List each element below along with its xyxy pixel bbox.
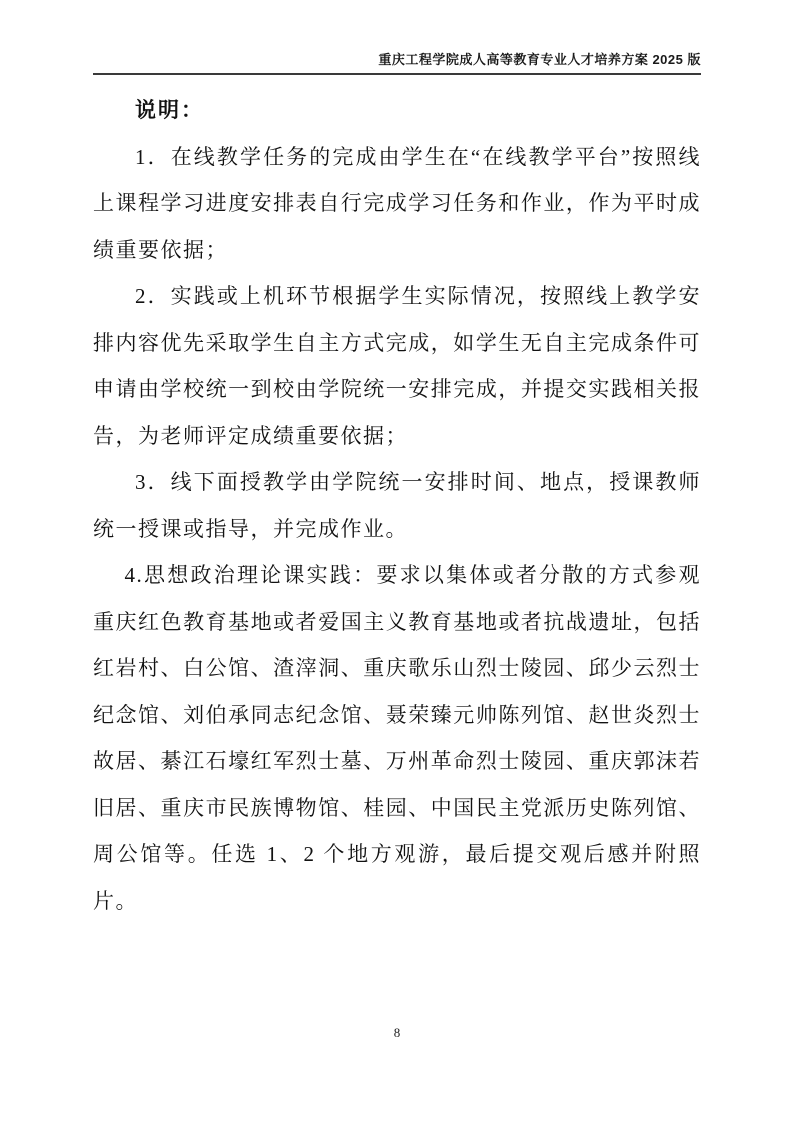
paragraph-online-teaching: 1．在线教学任务的完成由学生在“在线教学平台”按照线上课程学习进度安排表自行完成学习任务和作业，作为平时成绩重要依据；: [93, 144, 701, 262]
header-title: 重庆工程学院成人高等教育专业人才培养方案 2025 版: [378, 52, 701, 67]
paragraph-offline-teaching: 3．线下面授教学由学院统一安排时间、地点，授课教师统一授课或指导，并完成作业。: [93, 470, 701, 541]
page-number: 8: [393, 1025, 401, 1040]
paragraph-ideological-practice: 4.思想政治理论课实践：要求以集体或者分散的方式参观重庆红色教育基地或者爱国主义教育基地或者抗战遗址，包括红岩村、白公馆、渣滓洞、重庆歌乐山烈士陵园、邱少云烈士纪念馆、刘伯承同志纪念馆、聂荣臻元帅陈列馆、赵世炎烈士故居、綦江石壕红军烈士墓、万州革命烈士陵园、重庆郭沫若旧居、重庆市民族博物馆、桂园、中国民主党派历史陈列馆、周公馆等。任选 1、2 个地方观游，最后提交观后感并附照片。: [93, 563, 701, 913]
page-footer: [0, 1024, 794, 1042]
document-body: [93, 87, 701, 924]
page-header: [93, 0, 701, 75]
paragraph-practice-or-computer: 2．实践或上机环节根据学生实际情况，按照线上教学安排内容优先采取学生自主方式完成，如学生无自主完成条件可申请由学校统一到校由学院统一安排完成，并提交实践相关报告，为老师评定成绩重要依据；: [93, 284, 701, 448]
section-heading: 说明：: [135, 98, 204, 122]
